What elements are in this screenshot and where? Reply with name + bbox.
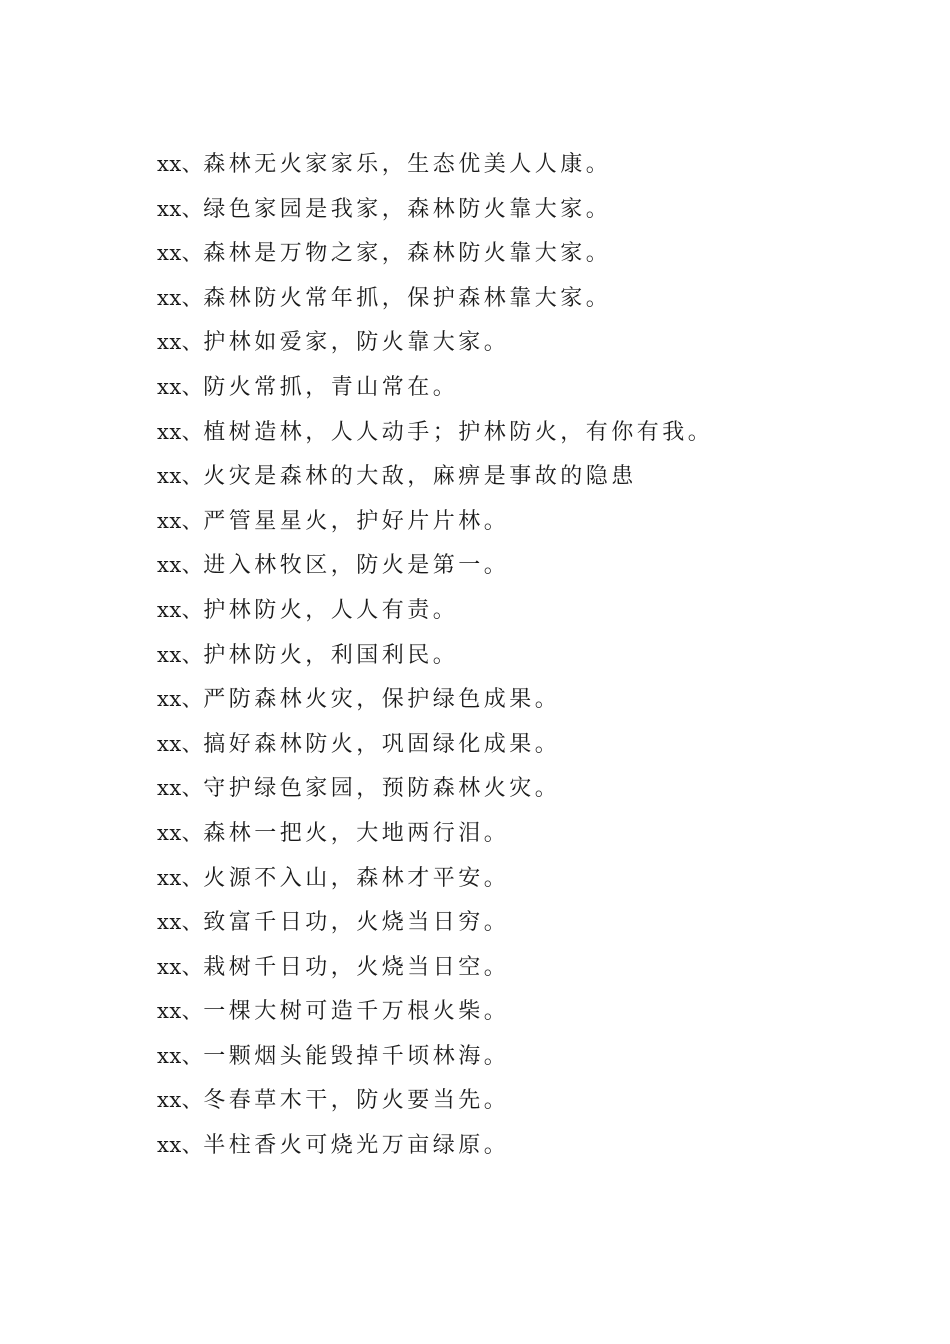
item-prefix: xx、 [157,241,204,266]
item-text: 护林如爱家，防火靠大家。 [203,330,510,356]
item-prefix: xx、 [157,464,204,489]
item-text: 护林防火，人人有责。 [203,597,459,623]
slogan-item [157,454,713,499]
item-prefix: xx、 [157,776,204,801]
item-text: 进入林牧区，防火是第一。 [203,553,510,579]
item-prefix: xx、 [157,999,204,1024]
item-prefix: xx、 [157,285,204,310]
item-prefix: xx、 [157,419,204,444]
item-text: 森林是万物之家，森林防火靠大家。 [203,241,612,267]
item-prefix: xx、 [157,330,204,355]
slogan-item [157,989,713,1034]
slogan-item [157,1034,713,1079]
item-prefix: xx、 [157,642,204,667]
item-text: 冬春草木干，防火要当先。 [203,1088,510,1114]
item-prefix: xx、 [157,597,204,622]
slogan-item [157,766,713,811]
slogan-item [157,1078,713,1123]
item-prefix: xx、 [157,731,204,756]
item-text: 一颗烟头能毁掉千顷林海。 [203,1043,510,1069]
slogan-item [157,1123,713,1168]
item-text: 守护绿色家园，预防森林火灾。 [203,776,561,802]
item-prefix: xx、 [157,196,204,221]
slogan-item [157,320,713,365]
item-text: 一棵大树可造千万根火柴。 [203,999,510,1025]
slogan-item [157,187,713,232]
slogan-item [157,633,713,678]
slogan-item [157,365,713,410]
slogan-item [157,900,713,945]
item-text: 防火常抓，青山常在。 [203,374,459,400]
slogan-item [157,499,713,544]
item-text: 半柱香火可烧光万亩绿原。 [203,1133,510,1159]
slogan-item [157,945,713,990]
item-text: 火灾是森林的大敌，麻痹是事故的隐患 [203,464,637,490]
item-text: 绿色家园是我家，森林防火靠大家。 [203,196,612,222]
item-prefix: xx、 [157,687,204,712]
slogan-list [157,142,713,1168]
item-text: 火源不入山，森林才平安。 [203,865,510,891]
item-prefix: xx、 [157,553,204,578]
slogan-item [157,856,713,901]
item-text: 森林一把火，大地两行泪。 [203,820,510,846]
item-text: 植树造林，人人动手；护林防火，有你有我。 [203,419,714,445]
slogan-item [157,276,713,321]
item-prefix: xx、 [157,820,204,845]
item-prefix: xx、 [157,152,204,176]
slogan-item [157,588,713,633]
item-text: 森林无火家家乐，生态优美人人康。 [203,152,612,177]
item-prefix: xx、 [157,1088,204,1113]
item-prefix: xx、 [157,910,204,935]
item-text: 致富千日功，火烧当日穷。 [203,910,510,936]
slogan-item [157,722,713,767]
slogan-item [157,231,713,276]
item-prefix: xx、 [157,1133,204,1158]
item-prefix: xx、 [157,508,204,533]
slogan-item [157,543,713,588]
item-text: 森林防火常年抓，保护森林靠大家。 [203,285,612,311]
item-text: 严防森林火灾，保护绿色成果。 [203,687,561,713]
item-text: 栽树千日功，火烧当日空。 [203,954,510,980]
slogan-item [157,142,713,187]
slogan-item [157,410,713,455]
item-text: 严管星星火，护好片片林。 [203,508,510,534]
slogan-item [157,811,713,856]
item-prefix: xx、 [157,374,204,399]
item-text: 搞好森林防火，巩固绿化成果。 [203,731,561,757]
slogan-item [157,677,713,722]
item-prefix: xx、 [157,954,204,979]
item-text: 护林防火，利国利民。 [203,642,459,668]
item-prefix: xx、 [157,865,204,890]
item-prefix: xx、 [157,1043,204,1068]
